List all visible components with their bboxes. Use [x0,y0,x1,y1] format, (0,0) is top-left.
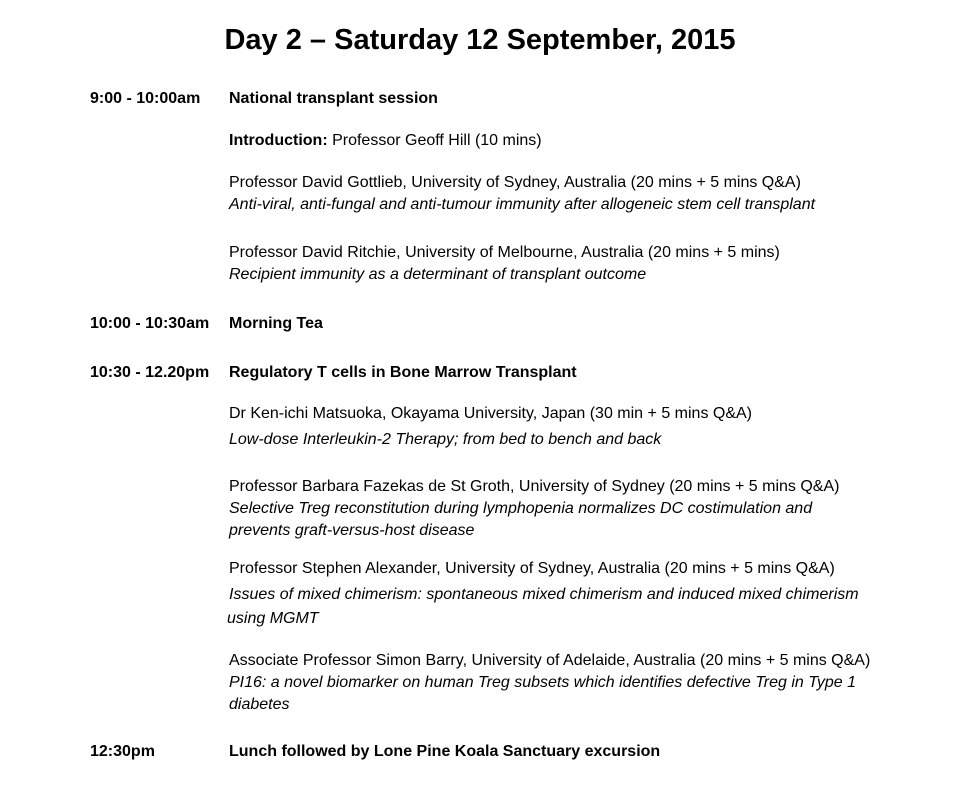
talk-title: PI16: a novel biomarker on human Treg subsets which identifies defective Treg in Type 1 [229,674,856,691]
talk-title: Low-dose Interleukin-2 Therapy; from bed to bench and back [229,431,662,448]
session-heading: National transplant session [229,90,438,107]
page-title: Day 2 – Saturday 12 September, 2015 [224,24,736,56]
talk-title: Selective Treg reconstitution during lymphopenia normalizes DC costimulation and [229,500,813,517]
speaker: Associate Professor Simon Barry, University of Adelaide, Australia (20 mins + 5 mins Q&A) [229,652,871,669]
introduction-label: Introduction: [229,132,328,149]
introduction-line [229,132,542,150]
talk-title: using MGMT [227,610,319,627]
talk-title: diabetes [229,696,290,713]
speaker: Professor Stephen Alexander, University of Sydney, Australia (20 mins + 5 mins Q&A) [229,560,835,577]
speaker: Professor Barbara Fazekas de St Groth, University of Sydney (20 mins + 5 mins Q&A) [229,478,840,495]
session-time: 10:00 - 10:30am [90,315,210,332]
talk-title: Recipient immunity as a determinant of transplant outcome [229,266,647,283]
speaker: Dr Ken-ichi Matsuoka, Okayama University, Japan (30 min + 5 mins Q&A) [229,405,752,422]
talk-title: prevents graft-versus-host disease [229,522,475,539]
introduction-text: Professor Geoff Hill (10 mins) [327,132,542,149]
speaker: Professor David Ritchie, University of Melbourne, Australia (20 mins + 5 mins) [229,244,780,261]
session-time: 10:30 - 12.20pm [90,364,210,381]
session-time: 12:30pm [90,743,155,760]
talk-title: Issues of mixed chimerism: spontaneous mixed chimerism and induced mixed chimerism [229,586,859,603]
session-heading: Lunch followed by Lone Pine Koala Sanctuary excursion [229,743,661,760]
session-time: 9:00 - 10:00am [90,90,201,107]
session-heading: Regulatory T cells in Bone Marrow Transplant [229,364,577,381]
speaker: Professor David Gottlieb, University of Sydney, Australia (20 mins + 5 mins Q&A) [229,174,801,191]
session-heading: Morning Tea [229,315,323,332]
talk-title: Anti-viral, anti-fungal and anti-tumour immunity after allogeneic stem cell transplant [229,196,816,213]
